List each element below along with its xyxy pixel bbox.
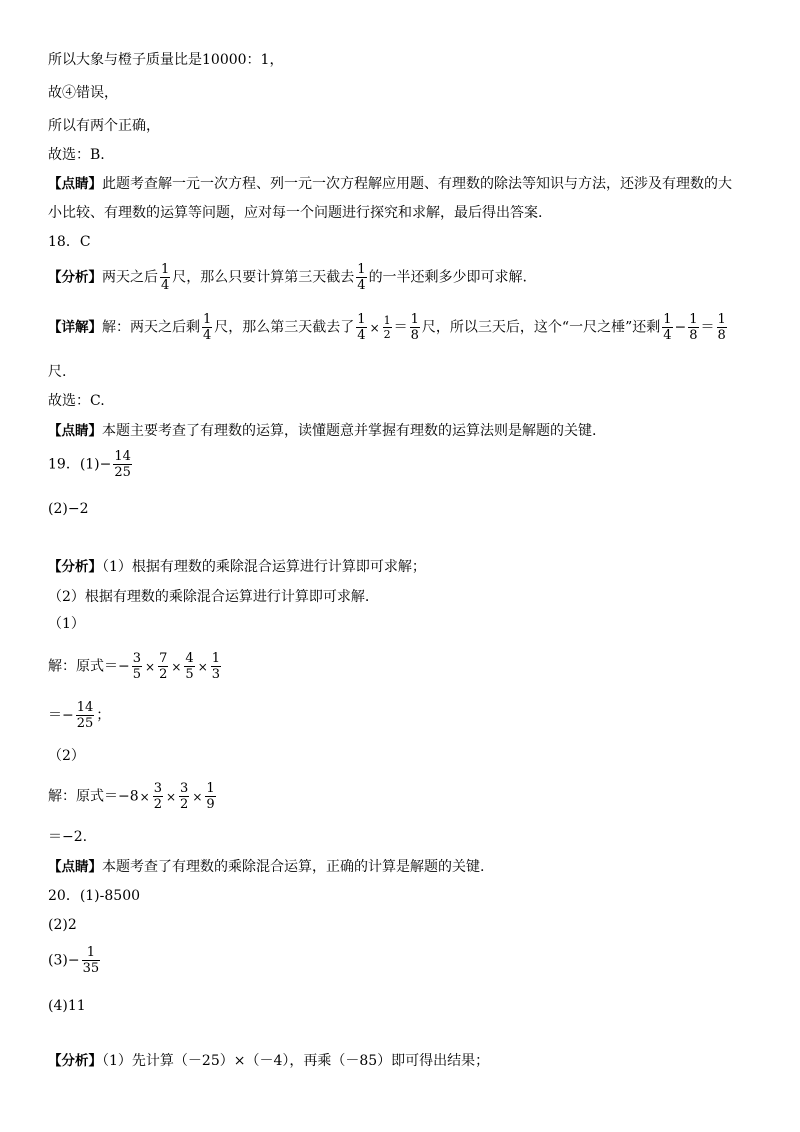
xiangjie-18 [48, 312, 729, 343]
answer-18: 18．C [48, 234, 91, 250]
equals-sign: ＝ [700, 319, 715, 336]
dianjing-text: 此题考查解一元一次方程、列一元一次方程解应用题、有理数的除法等知识与方法，还涉及有理数的大 [102, 176, 732, 192]
text-line: 所以有两个正确， [48, 118, 160, 134]
text-line: 小比较、有理数的运算等问题，应对每一个问题进行探究和求解，最后得出答案. [48, 205, 543, 221]
fenxi-text: （1）根据有理数的乘除混合运算进行计算即可求解； [102, 559, 426, 575]
fraction-14-25: $\frac{14}{25}$ [114, 449, 131, 480]
fraction-1-4: $\frac{1}{4}$ [203, 312, 212, 343]
text-line: （2）根据有理数的乘除混合运算进行计算即可求解. [48, 589, 370, 605]
answer-20-1: 20．(1)-8500 [48, 888, 141, 904]
dianjing-label: 【点睛】 [48, 423, 102, 439]
answer-20-4: (4)11 [48, 998, 86, 1014]
solution-19-1-result: ＝− $\frac{14}{25}$ ； [48, 700, 111, 731]
xiangjie-text: 尺，那么第三天截去了 [214, 319, 355, 336]
fraction-14-25: $\frac{14}{25}$ [76, 700, 94, 731]
dianjing-19 [48, 858, 484, 876]
fraction-1-4: $\frac{1}{4}$ [357, 312, 366, 343]
xiangjie-text: 解：两天之后剩 [102, 319, 200, 336]
text-line: 故选：B. [48, 147, 105, 163]
times-sign: × [369, 320, 380, 335]
text-line: 故④错误， [48, 85, 118, 101]
fenxi-label: 【分析】 [48, 559, 102, 575]
fraction-3-2: $\frac{3}{2}$ [153, 781, 162, 812]
fraction-1-4: $\frac{1}{4}$ [161, 262, 170, 293]
fraction-3-5: $\frac{3}{5}$ [132, 651, 142, 682]
fraction-4-5: $\frac{4}{5}$ [185, 651, 194, 682]
solution-19-2-result: ＝−2. [48, 829, 88, 845]
equals-sign: ＝ [393, 319, 408, 336]
fenxi-20 [48, 1052, 489, 1070]
dianjing-text: 本题主要考查了有理数的运算，读懂题意并掌握有理数的运算法则是解题的关键. [102, 423, 597, 439]
fraction-1-9: $\frac{1}{9}$ [206, 781, 215, 812]
dianjing-label: 【点睛】 [48, 859, 102, 875]
fraction-1-8: $\frac{1}{8}$ [410, 312, 419, 343]
answer-20-2: (2)2 [48, 917, 77, 933]
minus-sign: − [674, 319, 687, 336]
fenxi-text: （1）先计算（－25）×（－4），再乘（－85）即可得出结果； [102, 1053, 490, 1069]
fraction-7-2: $\frac{7}{2}$ [159, 651, 168, 682]
text-line: （2） [48, 748, 85, 764]
fraction-1-8: $\frac{1}{8}$ [717, 312, 726, 343]
fenxi-label: 【分析】 [48, 1053, 102, 1069]
text-line: 尺. [48, 364, 67, 380]
answer-20-3: (3)− $\frac{1}{35}$ [48, 945, 100, 976]
fraction-1-8: $\frac{1}{8}$ [689, 312, 698, 343]
xiangjie-text: 尺，所以三天后，这个“一尺之棰”还剩 [421, 319, 661, 336]
fenxi-18 [48, 262, 527, 293]
text-line: （1） [48, 616, 85, 632]
solution-19-1: 解：原式＝− $\frac{3}{5}$ × $\frac{7}{2}$ × $\frac{4}{5}$ × $\frac{1}{3}$ [48, 651, 221, 682]
fraction-1-3: $\frac{1}{3}$ [211, 651, 221, 682]
xiangjie-label: 【详解】 [48, 319, 102, 336]
answer-19-1: 19．(1)− $\frac{14}{25}$ [48, 449, 131, 480]
fraction-3-2: $\frac{3}{2}$ [180, 781, 189, 812]
dianjing-17 [48, 175, 732, 193]
answer-19-2: (2)−2 [48, 501, 89, 517]
fraction-1-4: $\frac{1}{4}$ [663, 312, 672, 343]
fenxi-text: 尺，那么只要计算第三天截去 [172, 269, 355, 286]
solution-19-2: 解：原式＝−8× $\frac{3}{2}$ × $\frac{3}{2}$ × $\frac{1}{9}$ [48, 781, 215, 812]
fraction-1-4: $\frac{1}{4}$ [357, 262, 366, 293]
fraction-1-2: $\frac{1}{2}$ [383, 314, 391, 341]
fenxi-text: 的一半还剩多少即可求解. [368, 269, 528, 286]
fenxi-label: 【分析】 [48, 269, 102, 286]
fraction-1-35: $\frac{1}{35}$ [82, 945, 100, 976]
dianjing-18 [48, 422, 596, 440]
text-line: 所以大象与橙子质量比是10000：1， [48, 52, 284, 68]
text-line: 故选：C. [48, 393, 105, 409]
fenxi-19 [48, 558, 426, 576]
fenxi-text: 两天之后 [102, 269, 158, 286]
dianjing-text: 本题考查了有理数的乘除混合运算，正确的计算是解题的关键. [102, 859, 485, 875]
dianjing-label: 【点睛】 [48, 176, 102, 192]
